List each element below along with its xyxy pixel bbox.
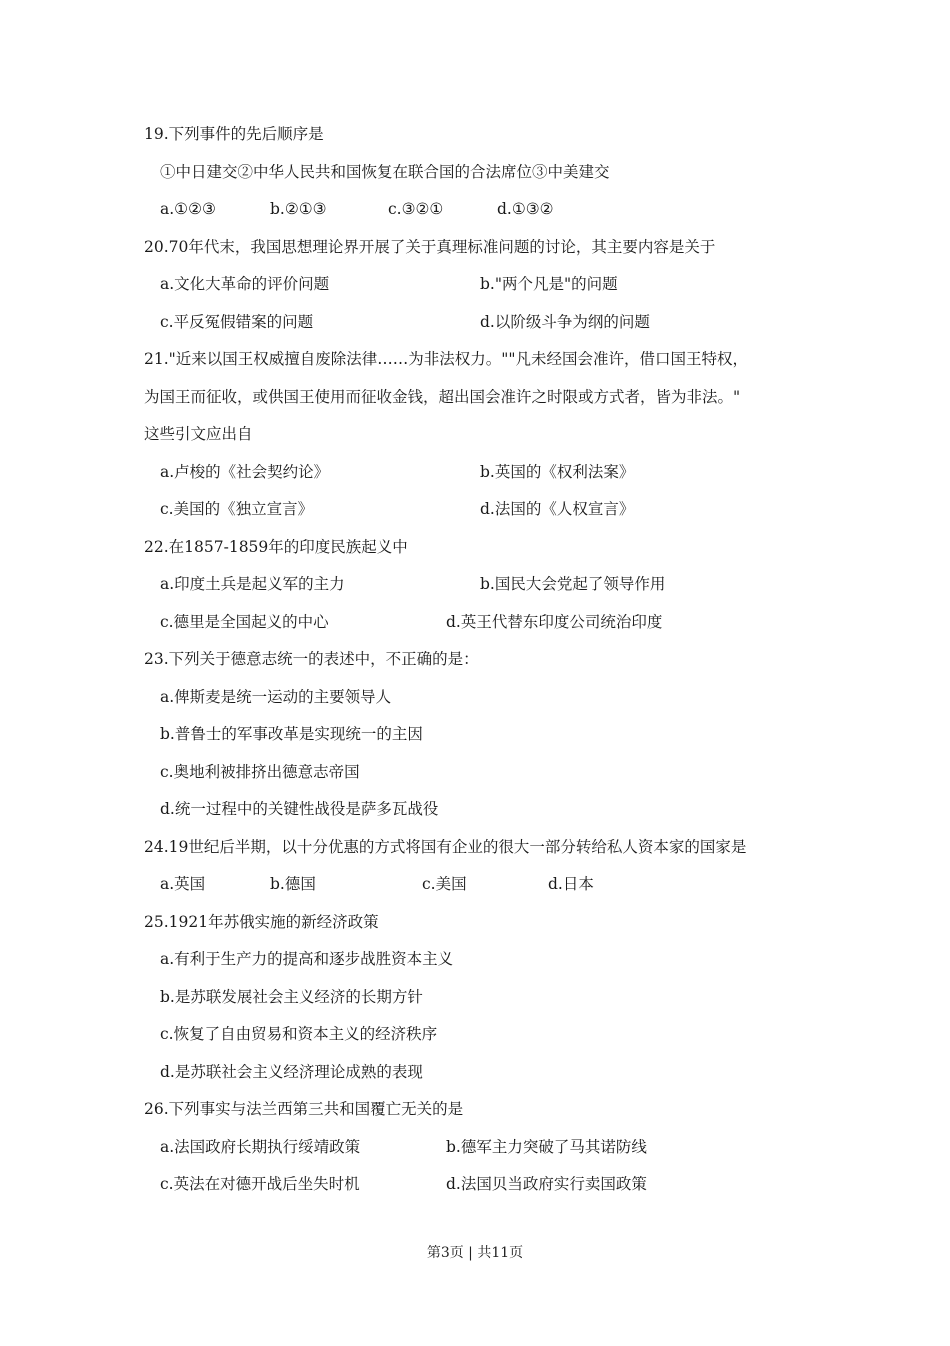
question-20-option-d: d.以阶级斗争为纲的问题 — [480, 313, 650, 331]
question-21-option-d: d.法国的《人权宣言》 — [480, 500, 635, 518]
question-19-option-c: c.③②① — [388, 200, 444, 218]
question-25-option-d: d.是苏联社会主义经济理论成熟的表现 — [160, 1063, 423, 1081]
question-21-option-a: a.卢梭的《社会契约论》 — [160, 463, 330, 481]
question-19-stem: 19.下列事件的先后顺序是 — [144, 125, 324, 143]
question-21-stem-line3: 这些引文应出自 — [144, 425, 253, 443]
question-25-option-c: c.恢复了自由贸易和资本主义的经济秩序 — [160, 1025, 438, 1043]
question-22-option-a: a.印度土兵是起义军的主力 — [160, 575, 345, 593]
question-25-stem: 25.1921年苏俄实施的新经济政策 — [144, 913, 379, 931]
question-21-stem-line2: 为国王而征收，或供国王使用而征收金钱，超出国会准许之时限或方式者，皆为非法。" — [144, 388, 741, 406]
question-19-option-a: a.①②③ — [160, 200, 216, 218]
question-23-stem: 23.下列关于德意志统一的表述中，不正确的是： — [144, 650, 479, 668]
page-number: 第3页 | 共11页 — [426, 1245, 524, 1261]
question-22-option-b: b.国民大会党起了领导作用 — [480, 575, 666, 593]
question-19-detail: ①中日建交②中华人民共和国恢复在联合国的合法席位③中美建交 — [160, 163, 610, 181]
question-26-stem: 26.下列事实与法兰西第三共和国覆亡无关的是 — [144, 1100, 464, 1118]
question-20-option-c: c.平反冤假错案的问题 — [160, 313, 314, 331]
question-25-option-b: b.是苏联发展社会主义经济的长期方针 — [160, 988, 423, 1006]
question-22-option-d: d.英王代替东印度公司统治印度 — [446, 613, 663, 631]
question-23-option-d: d.统一过程中的关键性战役是萨多瓦战役 — [160, 800, 439, 818]
question-20-option-b: b."两个凡是"的问题 — [480, 275, 618, 293]
question-25-option-a: a.有利于生产力的提高和逐步战胜资本主义 — [160, 950, 454, 968]
question-22-stem: 22.在1857-1859年的印度民族起义中 — [144, 538, 408, 556]
question-24-option-b: b.德国 — [270, 875, 316, 893]
question-24-option-a: a.英国 — [160, 875, 206, 893]
question-23-option-a: a.俾斯麦是统一运动的主要领导人 — [160, 688, 392, 706]
question-22-option-c: c.德里是全国起义的中心 — [160, 613, 329, 631]
question-21-stem-line1: 21."近来以国王权威擅自废除法律……为非法权力。""凡未经国会准许，借口国王特权， — [144, 350, 749, 368]
question-21-option-c: c.美国的《独立宣言》 — [160, 500, 314, 518]
question-24-option-c: c.美国 — [422, 875, 467, 893]
question-26-option-b: b.德军主力突破了马其诺防线 — [446, 1138, 647, 1156]
question-26-option-c: c.英法在对德开战后坐失时机 — [160, 1175, 360, 1193]
question-26-option-a: a.法国政府长期执行绥靖政策 — [160, 1138, 361, 1156]
question-23-option-b: b.普鲁士的军事改革是实现统一的主因 — [160, 725, 423, 743]
question-24-option-d: d.日本 — [548, 875, 594, 893]
question-20-option-a: a.文化大革命的评价问题 — [160, 275, 330, 293]
question-26-option-d: d.法国贝当政府实行卖国政策 — [446, 1175, 647, 1193]
question-20-stem: 20.70年代末，我国思想理论界开展了关于真理标准问题的讨论，其主要内容是关于 — [144, 238, 716, 256]
question-21-option-b: b.英国的《权利法案》 — [480, 463, 635, 481]
question-23-option-c: c.奥地利被排挤出德意志帝国 — [160, 763, 360, 781]
question-19-option-b: b.②①③ — [270, 200, 327, 218]
question-24-stem: 24.19世纪后半期，以十分优惠的方式将国有企业的很大一部分转给私人资本家的国家是 — [144, 838, 747, 856]
question-19-option-d: d.①③② — [497, 200, 554, 218]
